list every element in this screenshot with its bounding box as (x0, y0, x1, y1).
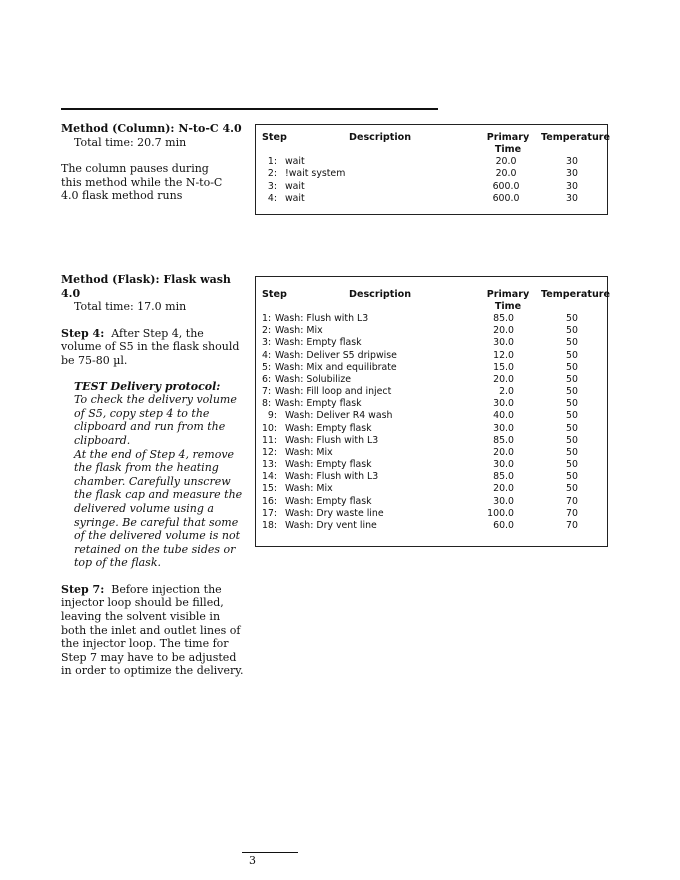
temperature: 50 (566, 325, 578, 337)
primary-time: 600.0 (492, 193, 520, 205)
primary-time: 20.0 (493, 325, 514, 337)
flask-header-temperature: Temperature (541, 289, 611, 300)
temperature: 50 (566, 446, 578, 458)
step-description: Wash: Empty flask (285, 422, 372, 434)
col-header-temperature: Temperature (541, 132, 611, 143)
test-protocol-text-1: To check the delivery volume of S5, copy step 4 to the clipboard and run from the clipboard. (74, 393, 237, 447)
table-row (256, 350, 607, 362)
table-row (256, 423, 607, 435)
primary-time: 85.0 (493, 313, 514, 324)
step-description: Wash: Deliver R4 wash (285, 410, 393, 422)
table-row (256, 435, 607, 447)
primary-time: 100.0 (487, 507, 514, 519)
step-description: wait (285, 193, 305, 205)
column-total-time: Total time: 20.7 min (74, 135, 187, 149)
step-number: 8: (262, 398, 272, 410)
temperature: 50 (566, 313, 578, 324)
table-row (256, 398, 607, 410)
primary-time: 60.0 (493, 519, 514, 531)
step-number: 10: (262, 422, 278, 434)
flask-header-description: Description (349, 289, 412, 300)
step-number: 18: (262, 519, 278, 531)
step-number: 3: (262, 337, 272, 349)
table-row (256, 520, 607, 532)
table-row (256, 447, 607, 459)
col-header-description: Description (349, 132, 412, 143)
table-row (256, 325, 607, 337)
step4-note (61, 327, 244, 368)
temperature: 50 (566, 349, 578, 361)
step-description: Wash: Dry waste line (285, 507, 384, 519)
temperature: 70 (566, 519, 578, 531)
temperature: 50 (566, 459, 578, 471)
table-row (256, 337, 607, 349)
table-row (256, 374, 607, 386)
primary-time: 30.0 (493, 422, 514, 434)
primary-time: 2.0 (499, 386, 514, 398)
step-number: 4: (262, 349, 272, 361)
step-description: Wash: Mix (285, 483, 333, 495)
temperature: 50 (566, 483, 578, 495)
temperature: 50 (566, 422, 578, 434)
step-description: Wash: Empty flask (275, 337, 362, 349)
step-description: Wash: Mix and equilibrate (275, 361, 397, 373)
step-number: 2: (267, 168, 277, 180)
column-method-notes (61, 122, 244, 203)
temperature: 50 (566, 434, 578, 446)
step-description: Wash: Dry vent line (285, 519, 377, 531)
step-description: Wash: Fill loop and inject (275, 386, 392, 398)
step-number: 6: (262, 373, 272, 385)
temperature: 50 (566, 471, 578, 483)
primary-time: 20.0 (493, 446, 514, 458)
flask-method-title: Method (Flask): Flask wash 4.0 (61, 273, 231, 300)
flask-total-time: Total time: 17.0 min (74, 300, 187, 314)
temperature: 70 (566, 507, 578, 519)
step7-label: Step 7: (61, 582, 105, 596)
table-row (256, 483, 607, 495)
page-number: 3 (249, 854, 256, 867)
step-number: 1: (262, 313, 272, 324)
primary-time: 20.0 (493, 373, 514, 385)
primary-time: 600.0 (492, 180, 520, 192)
temperature: 50 (566, 361, 578, 373)
temperature: 30 (566, 168, 578, 180)
test-protocol-text-2: At the end of Step 4, remove the flask from the heating chamber. Carefully unscrew the flask cap and measure the delivered volume using a syringe. Be careful that some of the delivered volume is not retained on the tube sides or top of the flask. (74, 447, 243, 570)
step-number: 9: (267, 410, 277, 422)
table-row (256, 193, 607, 205)
primary-time: 20.0 (495, 156, 517, 167)
primary-time: 20.0 (493, 483, 514, 495)
step-number: 2: (262, 325, 272, 337)
step-description: Wash: Deliver S5 dripwise (275, 349, 397, 361)
footer-rule (242, 852, 298, 853)
step-number: 7: (262, 386, 272, 398)
step-description: Wash: Empty flask (285, 459, 372, 471)
col-header-primary-time: Primary Time (486, 132, 530, 155)
primary-time: 85.0 (493, 434, 514, 446)
table-row (256, 471, 607, 483)
step-number: 12: (262, 446, 278, 458)
step-description: Wash: Flush with L3 (285, 434, 379, 446)
table-row (256, 313, 607, 325)
temperature: 30 (566, 193, 578, 205)
table-row (256, 362, 607, 374)
step-number: 11: (262, 434, 278, 446)
temperature: 30 (566, 156, 578, 167)
table-row (256, 181, 607, 193)
top-rule (61, 108, 438, 110)
table-row (256, 386, 607, 398)
table-row (256, 508, 607, 520)
step-number: 14: (262, 471, 278, 483)
step-description: Wash: Mix (275, 325, 323, 337)
column-note: The column pauses during this method while the N-to-C 4.0 flask method runs (61, 162, 223, 203)
column-method-table (255, 124, 611, 215)
step-number: 4: (267, 193, 277, 205)
table-row (256, 168, 607, 180)
temperature: 30 (566, 180, 578, 192)
temperature: 70 (566, 495, 578, 507)
table-row (256, 459, 607, 471)
table-row (256, 496, 607, 508)
primary-time: 85.0 (493, 471, 514, 483)
temperature: 50 (566, 386, 578, 398)
temperature: 50 (566, 398, 578, 410)
step-number: 16: (262, 495, 278, 507)
step-description: Wash: Mix (285, 446, 333, 458)
step-description: wait (285, 180, 305, 192)
step-number: 17: (262, 507, 278, 519)
step-description: Wash: Empty flask (275, 398, 362, 410)
temperature: 50 (566, 373, 578, 385)
step-number: 5: (262, 361, 272, 373)
step-description: Wash: Flush with L3 (275, 313, 369, 324)
primary-time: 12.0 (493, 349, 514, 361)
step-description: Wash: Empty flask (285, 495, 372, 507)
flask-header-primary-time: Primary Time (486, 289, 530, 312)
table-row (256, 156, 607, 168)
primary-time: 30.0 (493, 459, 514, 471)
flask-method-table (255, 276, 611, 547)
flask-method-notes (61, 273, 244, 678)
primary-time: 30.0 (493, 337, 514, 349)
step-description: !wait system (285, 168, 346, 180)
primary-time: 30.0 (493, 495, 514, 507)
step7-text: Before injection the injector loop should be filled, leaving the solvent visible in both the inlet and outlet lines of the injector loop. The time for Step 7 may have to be adjusted in order to optimize the delivery. (61, 582, 244, 678)
step-description: Wash: Solubilize (275, 373, 352, 385)
step4-label: Step 4: (61, 326, 105, 340)
step-number: 13: (262, 459, 278, 471)
test-protocol-title: TEST Delivery protocol: (74, 379, 221, 393)
primary-time: 15.0 (493, 361, 514, 373)
temperature: 50 (566, 337, 578, 349)
step4-text: After Step 4, the volume of S5 in the flask should be 75-80 µl. (61, 326, 240, 367)
primary-time: 40.0 (493, 410, 514, 422)
primary-time: 30.0 (493, 398, 514, 410)
step-description: wait (285, 156, 305, 167)
step-number: 15: (262, 483, 278, 495)
primary-time: 20.0 (495, 168, 517, 180)
table-row (256, 410, 607, 422)
step-number: 3: (267, 180, 277, 192)
step-description: Wash: Flush with L3 (285, 471, 379, 483)
temperature: 50 (566, 410, 578, 422)
column-method-title: Method (Column): N-to-C 4.0 (61, 122, 242, 135)
step7-note (61, 583, 244, 678)
col-header-step: Step (262, 132, 287, 143)
flask-header-step: Step (262, 289, 287, 300)
step-number: 1: (267, 156, 277, 167)
